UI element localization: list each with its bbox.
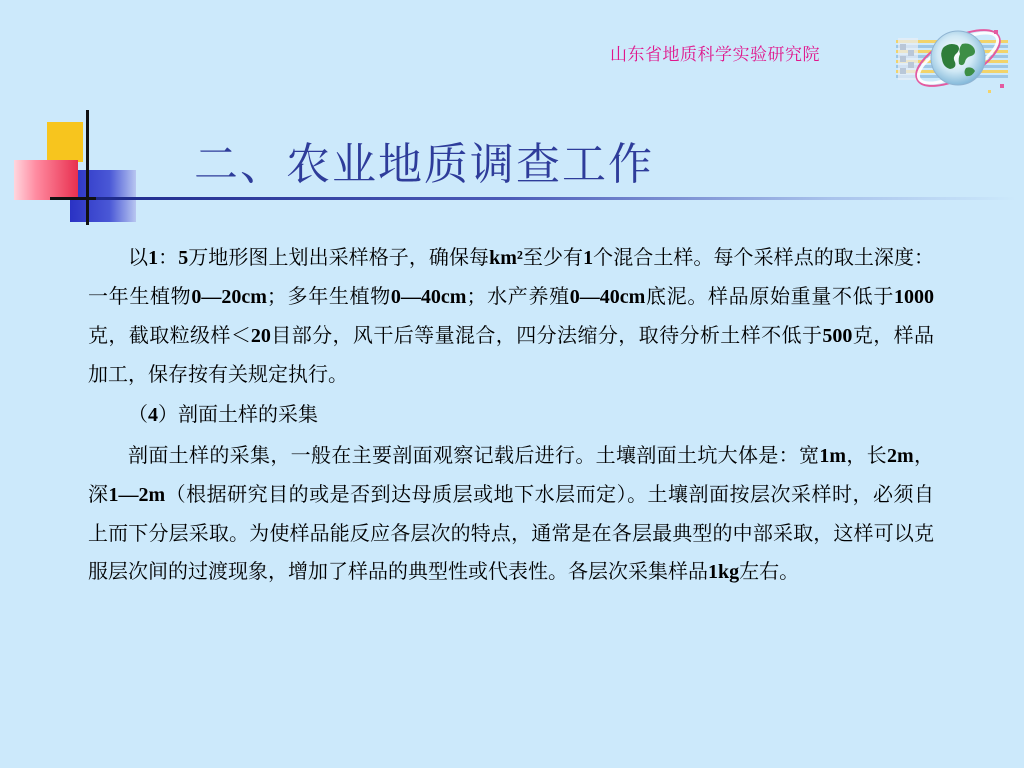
bold-value: 0—40cm — [569, 286, 646, 308]
bold-value: 0—40cm — [390, 286, 467, 308]
text-run: 左右。 — [739, 559, 800, 583]
text-run: ；多年生植物 — [266, 284, 391, 308]
text-run: ；水产养殖 — [466, 284, 570, 308]
bold-value: 1 — [583, 247, 594, 269]
paragraph-sampling — [88, 238, 934, 393]
page-title: 二、农业地质调查工作 — [194, 139, 654, 190]
bold-value: km² — [489, 247, 523, 269]
text-run: 剖面土样的采集，一般在主要剖面观察记载后进行。土壤剖面土坑大体是：宽 — [128, 443, 820, 467]
decorative-squares — [0, 100, 190, 230]
bold-value: 1000 — [894, 286, 935, 308]
bold-value: 1—2m — [108, 484, 166, 506]
bold-value: 2m — [887, 445, 914, 467]
text-run: ，长 — [846, 443, 887, 467]
bold-value: 20 — [250, 325, 271, 347]
text-run: 目部分，风干后等量混合，四分法缩分，取待分析土样不低于 — [270, 323, 823, 347]
bold-value: 0—20cm — [191, 286, 267, 308]
paragraph-profile-sampling — [88, 436, 934, 591]
bold-value: 1m — [819, 445, 846, 467]
text-run: ）剖面土样的采集 — [158, 402, 318, 426]
text-run: 至少有 — [522, 245, 584, 269]
bold-value: 1kg — [708, 561, 740, 583]
title-divider — [96, 197, 1016, 200]
bold-value: 1 — [148, 247, 159, 269]
text-run: ，深 — [88, 443, 935, 506]
text-run: 万地形图上划出采样格子，确保每 — [188, 245, 490, 269]
text-run: ： — [158, 245, 179, 269]
institute-name: 山东省地质科学实验研究院 — [610, 45, 820, 65]
text-run: 以 — [128, 245, 149, 269]
text-run: 克，截取粒级样＜ — [88, 323, 251, 347]
bold-value: 500 — [822, 325, 853, 347]
text-run: （根据研究目的或是否到达母质层或地下水层而定）。土壤剖面按层次采样时，必须自上而下分层采取。为使样品能反应各层次的特点，通常是在各层最典型的中部采取，这样可以克服层次间的过渡现象，增加了样品的典型性或代表性。各层次采集样品 — [88, 482, 935, 583]
globe-logo-icon — [896, 14, 1008, 102]
body-text — [88, 238, 934, 591]
bold-value: 4 — [148, 404, 158, 426]
text-run: （ — [128, 402, 148, 426]
text-run: 克，样品加工，保存按有关规定执行。 — [88, 323, 935, 386]
text-run: 底泥。样品原始重量不低于 — [645, 284, 895, 308]
text-run: 个混合土样。每个采样点的取土深度：一年生植物 — [88, 245, 935, 308]
bold-value: 5 — [178, 247, 189, 269]
subheading-profile-sampling — [88, 395, 934, 434]
